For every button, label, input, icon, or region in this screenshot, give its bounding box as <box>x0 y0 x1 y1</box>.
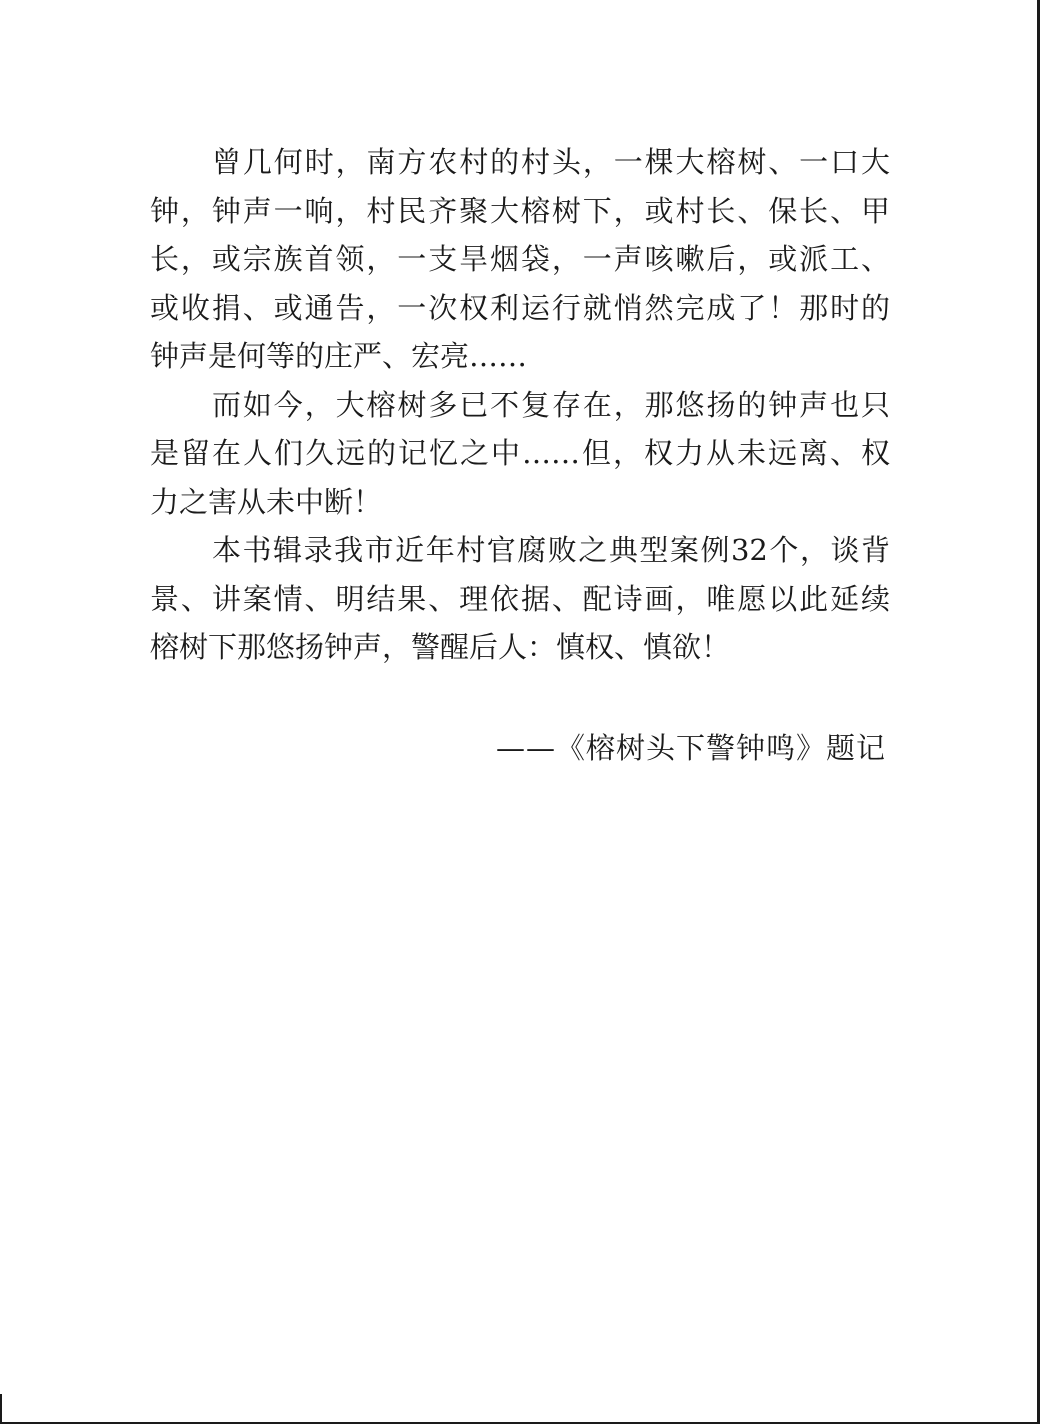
paragraph-3 <box>150 526 890 672</box>
paragraph-2 <box>150 381 890 527</box>
paragraph-1 <box>150 138 890 381</box>
text-line: 钟，钟声一响，村民齐聚大榕树下，或村长、保长、甲 <box>150 193 890 228</box>
text-line: 而如今，大榕树多已不复存在，那悠扬的钟声也只 <box>212 387 890 422</box>
text-line: 钟声是何等的庄严、宏亮…… <box>150 339 528 373</box>
inscription: ——《榕树头下警钟鸣》题记 <box>496 731 887 765</box>
preface-body <box>150 138 890 672</box>
page-edge-left <box>0 1394 2 1424</box>
text-line: 或收捐、或通告，一次权利运行就悄然完成了！那时的 <box>150 290 890 325</box>
text-line: 景、讲案情、明结果、理依据、配诗画，唯愿以此延续 <box>150 581 890 616</box>
text-line: 力之害从未中断！ <box>150 484 383 519</box>
text-line: 本书辑录我市近年村官腐败之典型案例32个，谈背 <box>212 533 890 567</box>
text-line: 长，或宗族首领，一支旱烟袋，一声咳嗽后，或派工、 <box>150 242 890 276</box>
text-line: 是留在人们久远的记忆之中……但，权力从未远离、权 <box>150 436 890 470</box>
text-line: 榕树下那悠扬钟声，警醒后人：慎权、慎欲！ <box>150 630 731 664</box>
text-line: 曾几何时，南方农村的村头，一棵大榕树、一口大 <box>212 145 890 179</box>
